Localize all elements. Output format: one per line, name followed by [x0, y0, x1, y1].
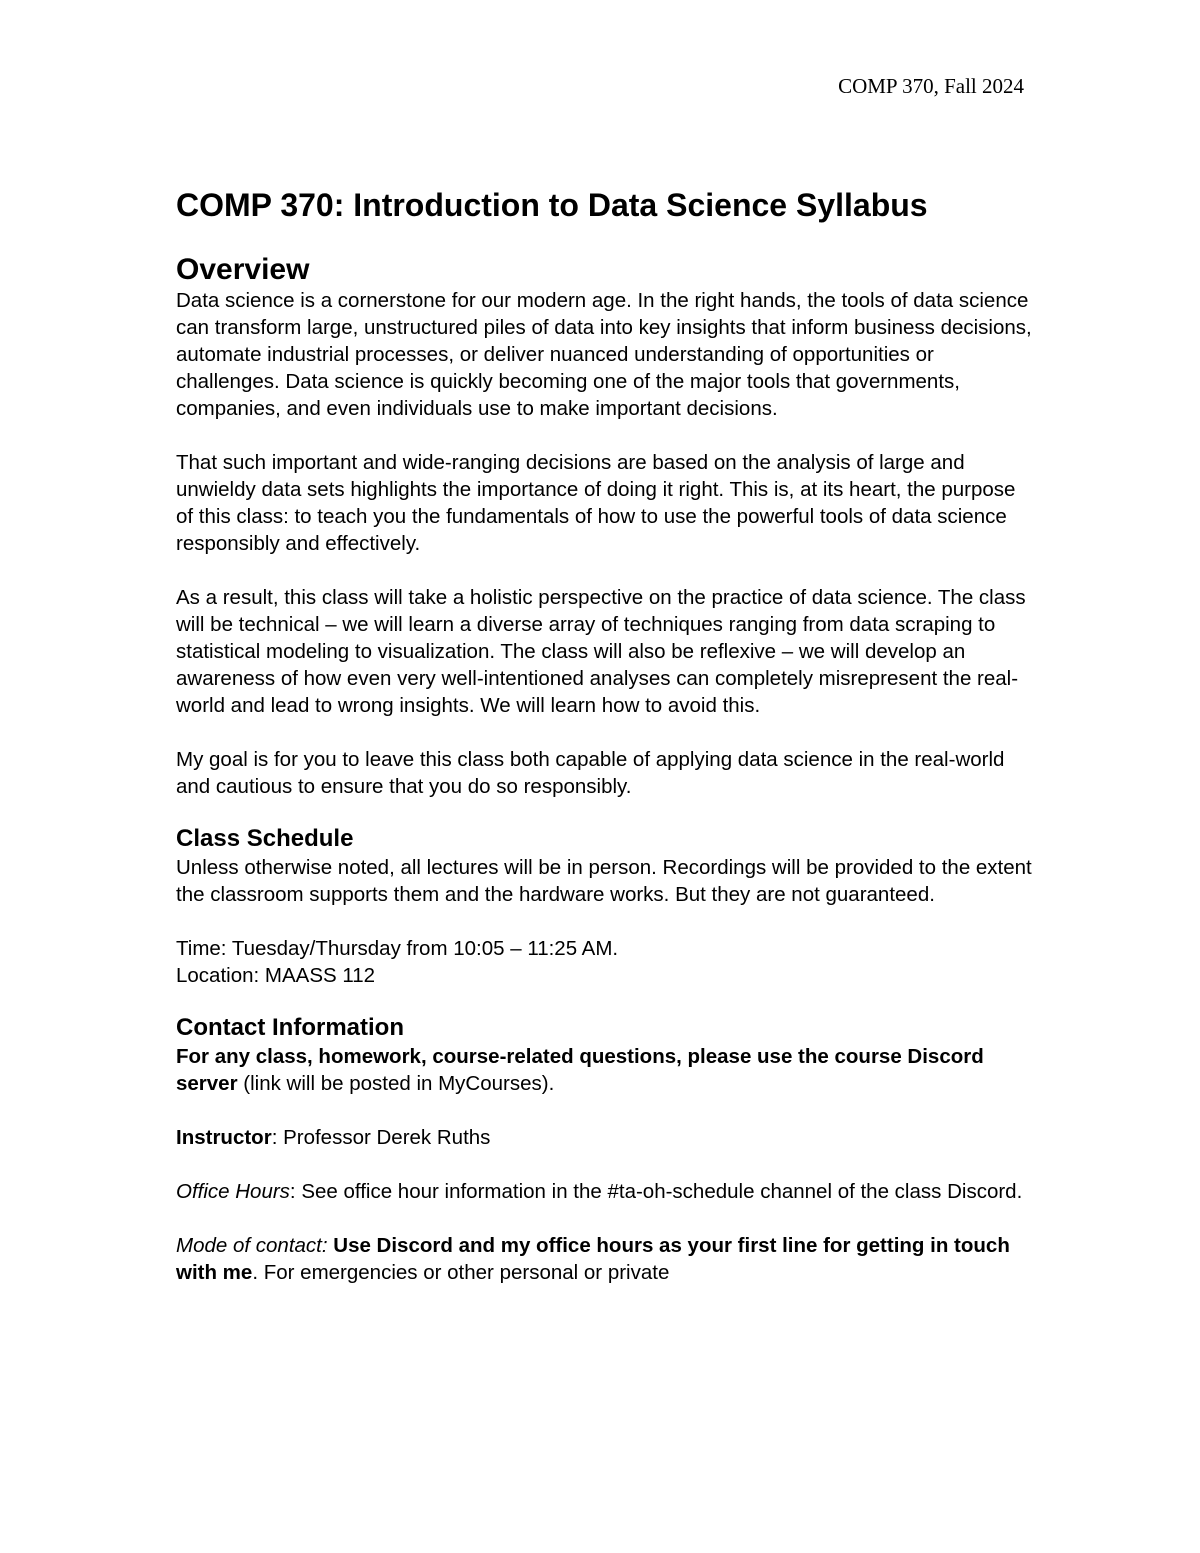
- schedule-intro: Unless otherwise noted, all lectures will be in person. Recordings will be provided to the extent the classroom supports them and the hardware works. But they are not guaranteed.: [176, 856, 1032, 906]
- document-title: COMP 370: Introduction to Data Science Syllabus: [176, 187, 928, 223]
- schedule-time: Time: Tuesday/Thursday from 10:05 – 11:25 AM.: [176, 937, 619, 960]
- page-header-course-term: COMP 370, Fall 2024: [838, 74, 1024, 98]
- document-body: [176, 186, 1036, 1286]
- office-hours-label: Office Hours: [176, 1180, 290, 1203]
- schedule-location: Location: MAASS 112: [176, 964, 376, 987]
- overview-paragraph-2: That such important and wide-ranging decisions are based on the analysis of large and unwieldy data sets highlights the importance of doing it right. This is, at its heart, the purpose of this class: to teach you the fundamentals of how to use the powerful tools of data science responsibly and effectively.: [176, 451, 1016, 555]
- contact-office-hours: [176, 1178, 1036, 1205]
- overview-paragraph-4: My goal is for you to leave this class both capable of applying data science in the real-world and cautious to ensure that you do so responsibly.: [176, 748, 1005, 798]
- contact-instructor: [176, 1124, 1036, 1151]
- overview-heading: Overview: [176, 253, 310, 286]
- overview-paragraph-3: As a result, this class will take a holistic perspective on the practice of data science. The class will be technical – we will learn a diverse array of techniques ranging from data scraping to statistical modeling to visualization. The class will also be reflexive – we will develop an awareness of how even very well-intentioned analyses can completely misrepresent the real-world and lead to wrong insights. We will learn how to avoid this.: [176, 586, 1026, 717]
- instructor-value: : Professor Derek Ruths: [271, 1126, 491, 1149]
- office-hours-value: : See office hour information in the #ta-oh-schedule channel of the class Discord.: [289, 1180, 1023, 1203]
- mode-bold: Use Discord and my office hours as your first line for getting in touch with me: [176, 1234, 1010, 1284]
- mode-rest: . For emergencies or other personal or private: [252, 1261, 670, 1284]
- mode-label: Mode of contact:: [176, 1234, 328, 1257]
- class-schedule-heading: Class Schedule: [176, 825, 354, 852]
- contact-questions-rest: (link will be posted in MyCourses).: [237, 1072, 555, 1095]
- instructor-label: Instructor: [176, 1126, 272, 1149]
- contact-information-heading: Contact Information: [176, 1014, 404, 1041]
- overview-paragraph-1: Data science is a cornerstone for our modern age. In the right hands, the tools of data science can transform large, unstructured piles of data into key insights that inform business decisions, automate industrial processes, or deliver nuanced understanding of opportunities or challenges. Data science is quickly becoming one of the major tools that governments, companies, and even individuals use to make important decisions.: [176, 289, 1032, 420]
- contact-mode: [176, 1232, 1036, 1286]
- contact-questions: [176, 1043, 1036, 1097]
- contact-questions-bold: For any class, homework, course-related questions, please use the course Discord server: [176, 1045, 984, 1095]
